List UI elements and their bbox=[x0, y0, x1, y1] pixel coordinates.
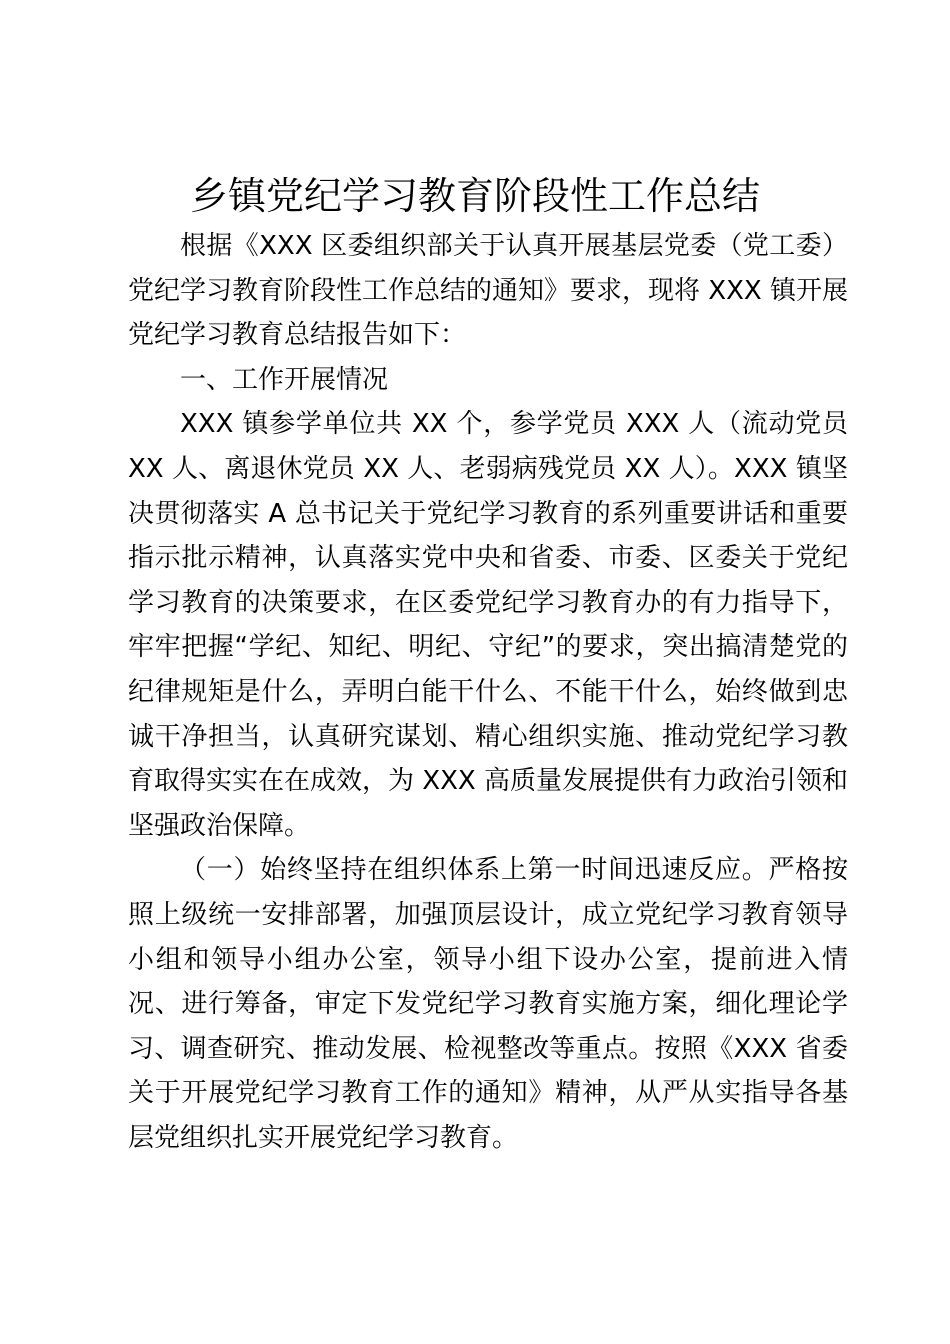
paragraph-intro: 根据《XXX 区委组织部关于认真开展基层党委（党工委）党纪学习教育阶段性工作总结的通知》要求，现将 XXX 镇开展党纪学习教育总结报告如下： bbox=[128, 231, 848, 351]
document-title: 乡镇党纪学习教育阶段性工作总结 bbox=[189, 174, 760, 218]
paragraph-organization-system: （一）始终坚持在组织体系上第一时间迅速反应。严格按照上级统一安排部署，加强顶层设计，成立党纪学习教育领导小组和领导小组办公室，领导小组下设办公室，提前进入情况、进行筹备，审定下发党纪学习教育实施方案，细化理论学习、调查研究、推动发展、检视整改等重点。按照《XXX 省委关于开展党纪学习教育工作的通知》精神，从严从实指导各基层党组织扎实开展党纪学习教育。 bbox=[128, 855, 848, 1153]
document-body bbox=[128, 224, 848, 1160]
section-heading-work-status: 一、工作开展情况 bbox=[180, 364, 389, 395]
paragraph-work-overview: XXX 镇参学单位共 XX 个，参学党员 XXX 人（流动党员 XX 人、离退休党员 XX 人、老弱病残党员 XX 人）。XXX 镇坚决贯彻落实 A 总书记关于党纪学习教育的系列重要讲话和重要指示批示精神，认真落实党中央和省委、市委、区委关于党纪学习教育的决策要求，在区委党纪学习教育办的有力指导下，牢牢把握“学纪、知纪、明纪、守纪”的要求，突出搞清楚党的纪律规矩是什么，弄明白能干什么、不能干什么，始终做到忠诚干净担当，认真研究谋划、精心组织实施、推动党纪学习教育取得实实在在成效，为 XXX 高质量发展提供有力政治引领和坚强政治保障。 bbox=[128, 409, 848, 841]
